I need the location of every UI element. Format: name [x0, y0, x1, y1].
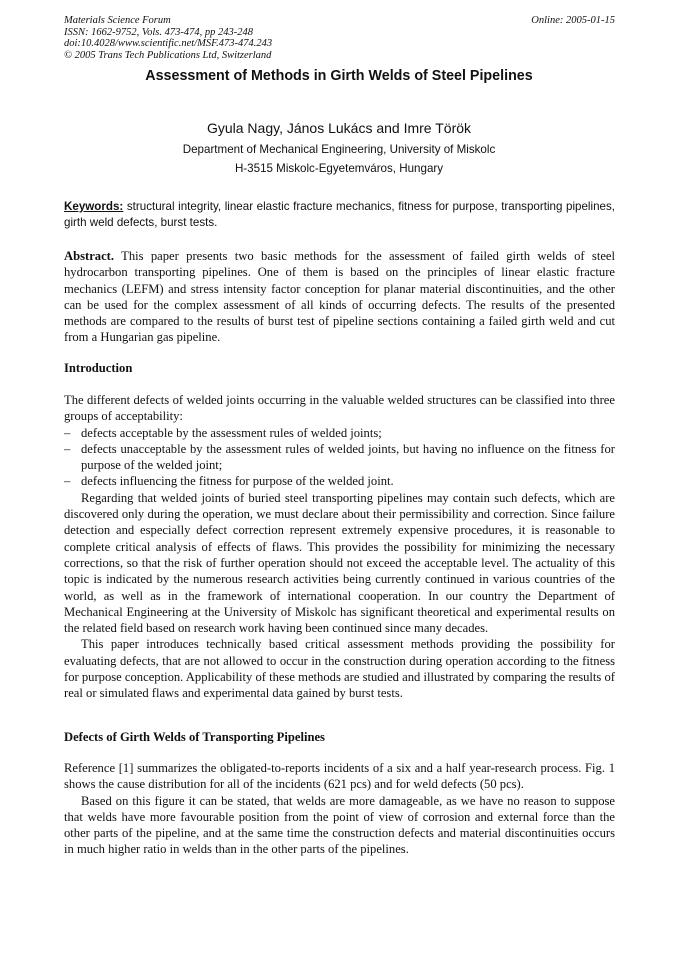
list-dash: –	[64, 441, 71, 456]
online-date: Online: 2005-01-15	[531, 15, 615, 26]
acceptability-list	[64, 425, 615, 490]
issn-line: ISSN: 1662-9752, Vols. 473-474, pp 243-248	[64, 26, 253, 38]
keywords-text: structural integrity, linear elastic fracture mechanics, fitness for purpose, transporting pipelines, girth weld defects, burst tests.	[64, 200, 615, 229]
defects-body	[64, 760, 615, 858]
list-item: – defects unacceptable by the assessment rules of welded joints, but having no influence on the fitness for purpose of the welded joint;	[64, 441, 615, 473]
affiliation-address: H-3515 Miskolc-Egyetemváros, Hungary	[234, 162, 444, 175]
abstract-label: Abstract.	[64, 249, 115, 263]
doi-line: doi:10.4028/www.scientific.net/MSF.473-474.243	[64, 38, 273, 50]
copyright-line: © 2005 Trans Tech Publications Ltd, Switzerland	[64, 49, 272, 61]
publication-header	[64, 15, 615, 61]
introduction-paragraph: This paper introduces technically based critical assessment methods providing the possibility for evaluating defects, that are not allowed to occur in the construction during operation according to the fitness for purpose conception. Applicability of these methods are studied and illustrated by comparing the results of real or simulated flaws and experimental data gained by burst tests.	[64, 637, 615, 701]
abstract-text: This paper presents two basic methods for the assessment of failed girth welds of steel hydrocarbon transporting pipelines. One of them is based on the principles of linear elastic fracture mechanics (LEFM) and stress intensity factor conception for planar material discontinuities, and the other can be used for the complex assessment of all kinds of occurring defects. The results of the presented methods are compared to the results of burst test of pipeline sections containing a failed girth weld and cut from a Hungarian gas pipeline.	[64, 249, 615, 345]
defects-paragraph: Reference [1] summarizes the obligated-to-reports incidents of a six and a half year-research process. Fig. 1 shows the cause distribution for all of the incidents (621 pcs) and for weld defects (50 pcs).	[64, 761, 615, 792]
authors: Gyula Nagy, János Lukács and Imre Török	[206, 120, 472, 136]
paper-title: Assessment of Methods in Girth Welds of Steel Pipelines	[145, 68, 533, 84]
journal-name: Materials Science Forum	[64, 15, 171, 26]
introduction-paragraph: Regarding that welded joints of buried steel transporting pipelines may contain such defects, which are discovered only during the operation, we must declare about their permissibility and correction. Since failure detection and especially defect correction represent extremely expensive procedures, it is reasonable to complete critical analysis of effects of flaws. This provides the possibility for minimizing the necessary corrections, so that the risk of further operation should not exceed the acceptable level. The actuality of this topic is indicated by the numerous research activities being currently continued in various countries of the world, as well as in the framework of international cooperation. In our country the Department of Mechanical Engineering at the University of Miskolc has significant theoretical and experimental results on the related field based on research work having been continued since many decades.	[64, 490, 615, 636]
list-item: – defects acceptable by the assessment rules of welded joints;	[64, 425, 382, 440]
defects-heading: Defects of Girth Welds of Transporting Pipelines	[64, 730, 325, 744]
abstract	[64, 248, 615, 346]
list-item: – defects influencing the fitness for purpose of the welded joint.	[64, 474, 394, 489]
keywords	[64, 199, 615, 231]
list-dash: –	[64, 474, 71, 489]
defects-paragraph: Based on this figure it can be stated, that welds are more damageable, as we have no reason to suppose that welds have more favourable position from the point of view of corrosion and external force than the other parts of the pipeline, and at the same time the construction defects and material discontinuities occurs in much higher ratio in welds than in the other parts of the pipelines.	[64, 793, 615, 857]
list-dash: –	[64, 425, 71, 440]
keywords-label: Keywords:	[64, 200, 124, 213]
affiliation-department: Department of Mechanical Engineering, University of Miskolc	[182, 143, 496, 156]
introduction-heading: Introduction	[64, 361, 133, 375]
introduction-body	[64, 392, 615, 702]
introduction-paragraph: The different defects of welded joints occurring in the valuable welded structures can be classified into three groups of acceptability:	[64, 393, 615, 424]
